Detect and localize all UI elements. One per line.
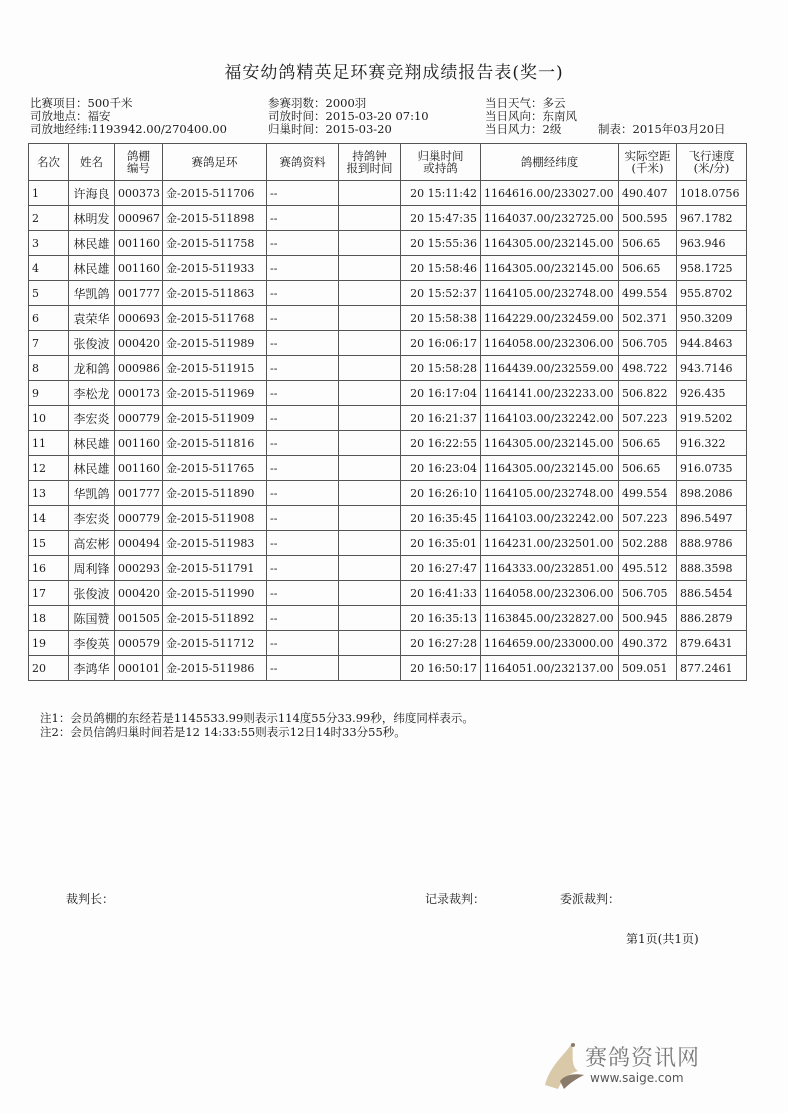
table-row	[29, 306, 747, 331]
cell-distance: 499.554	[619, 281, 677, 306]
cell-ring: 金-2015-511933	[163, 256, 267, 281]
table-row	[29, 656, 747, 681]
results-table	[28, 143, 747, 681]
cell-ring: 金-2015-511915	[163, 356, 267, 381]
cell-loft-coords: 1164058.00/232306.00	[481, 581, 619, 606]
cell-name: 李俊英	[69, 631, 115, 656]
cell-rank: 6	[29, 306, 69, 331]
table-row	[29, 181, 747, 206]
cell-speed: 898.2086	[677, 481, 747, 506]
cell-clock-time	[339, 631, 401, 656]
cell-clock-time	[339, 381, 401, 406]
cell-rank: 3	[29, 231, 69, 256]
cell-pigeon-info: --	[267, 456, 339, 481]
cell-rank: 7	[29, 331, 69, 356]
cell-return-time: 20 16:22:55	[401, 431, 481, 456]
cell-loft-coords: 1164305.00/232145.00	[481, 231, 619, 256]
cell-clock-time	[339, 456, 401, 481]
cell-loft-id: 000373	[115, 181, 163, 206]
cell-ring: 金-2015-511863	[163, 281, 267, 306]
cell-pigeon-info: --	[267, 431, 339, 456]
cell-rank: 18	[29, 606, 69, 631]
cell-rank: 17	[29, 581, 69, 606]
cell-loft-coords: 1164058.00/232306.00	[481, 331, 619, 356]
cell-return-time: 20 15:52:37	[401, 281, 481, 306]
cell-loft-id: 001777	[115, 281, 163, 306]
note-2: 注2：会员信鸽归巢时间若是12 14:33:55则表示12日14时33分55秒。	[40, 725, 406, 739]
cell-loft-coords: 1164105.00/232748.00	[481, 281, 619, 306]
cell-name: 林民雄	[69, 431, 115, 456]
cell-distance: 498.722	[619, 356, 677, 381]
table-header-row	[29, 144, 747, 181]
cell-distance: 507.223	[619, 406, 677, 431]
cell-return-time: 20 16:50:17	[401, 656, 481, 681]
cell-loft-id: 000420	[115, 331, 163, 356]
cell-distance: 507.223	[619, 506, 677, 531]
cell-pigeon-info: --	[267, 506, 339, 531]
cell-rank: 16	[29, 556, 69, 581]
cell-loft-id: 001505	[115, 606, 163, 631]
info-wind-force: 当日风力：2级	[485, 122, 562, 136]
info-release-time: 司放时间：2015-03-20 07:10	[268, 109, 429, 123]
table-row	[29, 506, 747, 531]
cell-ring: 金-2015-511712	[163, 631, 267, 656]
info-race-item: 比赛项目：500千米	[30, 96, 133, 110]
cell-distance: 495.512	[619, 556, 677, 581]
recorder-signature-label: 记录裁判：	[425, 892, 486, 906]
cell-clock-time	[339, 256, 401, 281]
cell-distance: 490.407	[619, 181, 677, 206]
table-row	[29, 356, 747, 381]
info-entries: 参赛羽数：2000羽	[268, 96, 367, 110]
cell-loft-id: 000779	[115, 406, 163, 431]
table-row	[29, 231, 747, 256]
cell-name: 张俊波	[69, 581, 115, 606]
header-name: 姓名	[69, 144, 115, 181]
cell-clock-time	[339, 231, 401, 256]
cell-name: 高宏彬	[69, 531, 115, 556]
cell-pigeon-info: --	[267, 556, 339, 581]
cell-clock-time	[339, 581, 401, 606]
watermark-brand: 赛鸽资讯网	[585, 1046, 701, 1071]
table-row	[29, 331, 747, 356]
referee-signature-label: 裁判长：	[66, 892, 115, 906]
cell-loft-id: 000579	[115, 631, 163, 656]
cell-loft-id: 000779	[115, 506, 163, 531]
cell-speed: 955.8702	[677, 281, 747, 306]
cell-distance: 506.65	[619, 231, 677, 256]
info-wind-direction: 当日风向：东南风	[485, 109, 577, 123]
cell-return-time: 20 16:27:28	[401, 631, 481, 656]
cell-loft-coords: 1164141.00/232233.00	[481, 381, 619, 406]
cell-return-time: 20 15:58:38	[401, 306, 481, 331]
cell-clock-time	[339, 181, 401, 206]
cell-return-time: 20 15:58:28	[401, 356, 481, 381]
table-row	[29, 381, 747, 406]
cell-clock-time	[339, 506, 401, 531]
delegate-signature-label: 委派裁判：	[560, 892, 621, 906]
info-return-date: 归巢时间：2015-03-20	[268, 122, 392, 136]
table-row	[29, 431, 747, 456]
cell-rank: 14	[29, 506, 69, 531]
cell-rank: 2	[29, 206, 69, 231]
cell-rank: 9	[29, 381, 69, 406]
cell-return-time: 20 15:47:35	[401, 206, 481, 231]
cell-loft-coords: 1164305.00/232145.00	[481, 431, 619, 456]
cell-return-time: 20 16:23:04	[401, 456, 481, 481]
cell-name: 华凯鸽	[69, 281, 115, 306]
cell-speed: 886.5454	[677, 581, 747, 606]
report-title: 福安幼鸽精英足环赛竞翔成绩报告表(奖一)	[224, 63, 564, 83]
table-row	[29, 456, 747, 481]
cell-pigeon-info: --	[267, 631, 339, 656]
table-row	[29, 631, 747, 656]
cell-speed: 916.0735	[677, 456, 747, 481]
cell-loft-coords: 1163845.00/232827.00	[481, 606, 619, 631]
header-return-time: 归巢时间 或持鸽	[401, 144, 481, 181]
cell-return-time: 20 15:58:46	[401, 256, 481, 281]
cell-loft-id: 000101	[115, 656, 163, 681]
cell-return-time: 20 15:11:42	[401, 181, 481, 206]
cell-loft-coords: 1164229.00/232459.00	[481, 306, 619, 331]
cell-speed: 886.2879	[677, 606, 747, 631]
cell-loft-id: 001160	[115, 431, 163, 456]
cell-rank: 8	[29, 356, 69, 381]
cell-loft-coords: 1164231.00/232501.00	[481, 531, 619, 556]
cell-rank: 11	[29, 431, 69, 456]
cell-pigeon-info: --	[267, 231, 339, 256]
cell-loft-id: 000173	[115, 381, 163, 406]
cell-return-time: 20 15:55:36	[401, 231, 481, 256]
cell-distance: 506.65	[619, 256, 677, 281]
cell-pigeon-info: --	[267, 381, 339, 406]
table-row	[29, 606, 747, 631]
cell-ring: 金-2015-511758	[163, 231, 267, 256]
cell-distance: 500.945	[619, 606, 677, 631]
cell-loft-coords: 1164439.00/232559.00	[481, 356, 619, 381]
cell-ring: 金-2015-511768	[163, 306, 267, 331]
cell-name: 华凯鸽	[69, 481, 115, 506]
cell-ring: 金-2015-511986	[163, 656, 267, 681]
cell-pigeon-info: --	[267, 581, 339, 606]
cell-pigeon-info: --	[267, 281, 339, 306]
cell-speed: 1018.0756	[677, 181, 747, 206]
cell-distance: 502.371	[619, 306, 677, 331]
info-column-2	[268, 97, 429, 136]
cell-speed: 916.322	[677, 431, 747, 456]
cell-ring: 金-2015-511909	[163, 406, 267, 431]
table-row	[29, 406, 747, 431]
header-clock-time: 持鸽钟 报到时间	[339, 144, 401, 181]
cell-speed: 879.6431	[677, 631, 747, 656]
info-release-coords: 司放地经纬:1193942.00/270400.00	[30, 122, 227, 136]
cell-pigeon-info: --	[267, 256, 339, 281]
cell-name: 李松龙	[69, 381, 115, 406]
cell-return-time: 20 16:21:37	[401, 406, 481, 431]
table-row	[29, 556, 747, 581]
cell-distance: 490.372	[619, 631, 677, 656]
cell-clock-time	[339, 331, 401, 356]
cell-ring: 金-2015-511898	[163, 206, 267, 231]
cell-ring: 金-2015-511990	[163, 581, 267, 606]
cell-name: 张俊波	[69, 331, 115, 356]
cell-rank: 4	[29, 256, 69, 281]
cell-distance: 506.705	[619, 331, 677, 356]
cell-ring: 金-2015-511816	[163, 431, 267, 456]
cell-loft-id: 000494	[115, 531, 163, 556]
cell-loft-coords: 1164333.00/232851.00	[481, 556, 619, 581]
cell-rank: 10	[29, 406, 69, 431]
cell-speed: 877.2461	[677, 656, 747, 681]
notes	[40, 711, 474, 739]
cell-ring: 金-2015-511983	[163, 531, 267, 556]
table-row	[29, 281, 747, 306]
cell-loft-coords: 1164037.00/232725.00	[481, 206, 619, 231]
cell-distance: 502.288	[619, 531, 677, 556]
cell-ring: 金-2015-511706	[163, 181, 267, 206]
cell-clock-time	[339, 406, 401, 431]
cell-ring: 金-2015-511892	[163, 606, 267, 631]
header-loft-coords: 鸽棚经纬度	[481, 144, 619, 181]
cell-name: 林民雄	[69, 256, 115, 281]
cell-speed: 896.5497	[677, 506, 747, 531]
cell-loft-id: 000693	[115, 306, 163, 331]
cell-rank: 5	[29, 281, 69, 306]
cell-clock-time	[339, 281, 401, 306]
cell-name: 林民雄	[69, 231, 115, 256]
cell-speed: 926.435	[677, 381, 747, 406]
table-row	[29, 581, 747, 606]
cell-loft-coords: 1164305.00/232145.00	[481, 456, 619, 481]
cell-return-time: 20 16:35:01	[401, 531, 481, 556]
cell-speed: 944.8463	[677, 331, 747, 356]
cell-distance: 499.554	[619, 481, 677, 506]
cell-loft-coords: 1164105.00/232748.00	[481, 481, 619, 506]
cell-speed: 963.946	[677, 231, 747, 256]
cell-distance: 506.65	[619, 431, 677, 456]
cell-distance: 509.051	[619, 656, 677, 681]
cell-loft-id: 001160	[115, 456, 163, 481]
cell-speed: 943.7146	[677, 356, 747, 381]
cell-name: 陈国赞	[69, 606, 115, 631]
cell-speed: 888.3598	[677, 556, 747, 581]
cell-rank: 1	[29, 181, 69, 206]
cell-clock-time	[339, 656, 401, 681]
cell-name: 林明发	[69, 206, 115, 231]
cell-rank: 13	[29, 481, 69, 506]
cell-ring: 金-2015-511989	[163, 331, 267, 356]
cell-loft-id: 001160	[115, 256, 163, 281]
info-release-place: 司放地点：福安	[30, 109, 111, 123]
cell-pigeon-info: --	[267, 406, 339, 431]
cell-pigeon-info: --	[267, 206, 339, 231]
cell-speed: 888.9786	[677, 531, 747, 556]
table-row	[29, 481, 747, 506]
cell-name: 李宏炎	[69, 506, 115, 531]
cell-loft-id: 000986	[115, 356, 163, 381]
cell-name: 龙和鸽	[69, 356, 115, 381]
cell-ring: 金-2015-511908	[163, 506, 267, 531]
cell-distance: 500.595	[619, 206, 677, 231]
header-ring: 赛鸽足环	[163, 144, 267, 181]
header-pigeon-info: 赛鸽资料	[267, 144, 339, 181]
cell-loft-coords: 1164616.00/233027.00	[481, 181, 619, 206]
cell-clock-time	[339, 481, 401, 506]
cell-ring: 金-2015-511765	[163, 456, 267, 481]
cell-return-time: 20 16:06:17	[401, 331, 481, 356]
cell-name: 林民雄	[69, 456, 115, 481]
cell-name: 周利锋	[69, 556, 115, 581]
cell-name: 袁荣华	[69, 306, 115, 331]
info-weather: 当日天气：多云	[485, 96, 566, 110]
cell-pigeon-info: --	[267, 331, 339, 356]
header-speed: 飞行速度 (米/分)	[677, 144, 747, 181]
cell-speed: 950.3209	[677, 306, 747, 331]
watermark-url: www.saige.com	[590, 1071, 684, 1085]
info-column-3	[485, 97, 577, 136]
cell-speed: 919.5202	[677, 406, 747, 431]
cell-pigeon-info: --	[267, 181, 339, 206]
cell-distance: 506.822	[619, 381, 677, 406]
cell-ring: 金-2015-511791	[163, 556, 267, 581]
cell-loft-coords: 1164305.00/232145.00	[481, 256, 619, 281]
pigeon-logo-icon	[540, 1035, 590, 1093]
cell-loft-coords: 1164051.00/232137.00	[481, 656, 619, 681]
cell-pigeon-info: --	[267, 306, 339, 331]
cell-return-time: 20 16:17:04	[401, 381, 481, 406]
header-loft-id: 鸽棚 编号	[115, 144, 163, 181]
header-rank: 名次	[29, 144, 69, 181]
cell-clock-time	[339, 556, 401, 581]
cell-ring: 金-2015-511890	[163, 481, 267, 506]
page-indicator: 第1页(共1页)	[626, 932, 699, 946]
cell-return-time: 20 16:27:47	[401, 556, 481, 581]
cell-pigeon-info: --	[267, 481, 339, 506]
cell-return-time: 20 16:35:13	[401, 606, 481, 631]
table-row	[29, 256, 747, 281]
cell-ring: 金-2015-511969	[163, 381, 267, 406]
cell-clock-time	[339, 206, 401, 231]
cell-loft-id: 000420	[115, 581, 163, 606]
cell-rank: 19	[29, 631, 69, 656]
cell-clock-time	[339, 306, 401, 331]
cell-clock-time	[339, 431, 401, 456]
cell-loft-coords: 1164103.00/232242.00	[481, 406, 619, 431]
cell-loft-id: 000967	[115, 206, 163, 231]
cell-distance: 506.705	[619, 581, 677, 606]
cell-clock-time	[339, 356, 401, 381]
cell-loft-coords: 1164103.00/232242.00	[481, 506, 619, 531]
header-distance: 实际空距 (千米)	[619, 144, 677, 181]
cell-name: 李鸿华	[69, 656, 115, 681]
table-row	[29, 531, 747, 556]
cell-loft-id: 000293	[115, 556, 163, 581]
cell-pigeon-info: --	[267, 606, 339, 631]
cell-pigeon-info: --	[267, 531, 339, 556]
cell-rank: 12	[29, 456, 69, 481]
cell-loft-id: 001160	[115, 231, 163, 256]
cell-clock-time	[339, 531, 401, 556]
watermark	[540, 1035, 760, 1095]
cell-return-time: 20 16:41:33	[401, 581, 481, 606]
table-row	[29, 206, 747, 231]
cell-return-time: 20 16:35:45	[401, 506, 481, 531]
cell-rank: 15	[29, 531, 69, 556]
cell-loft-coords: 1164659.00/233000.00	[481, 631, 619, 656]
info-made-date: 制表：2015年03月20日	[598, 122, 726, 136]
note-1: 注1：会员鸽棚的东经若是1145533.99则表示114度55分33.99秒，纬度同样表示。	[40, 711, 474, 725]
cell-return-time: 20 16:26:10	[401, 481, 481, 506]
cell-speed: 967.1782	[677, 206, 747, 231]
cell-speed: 958.1725	[677, 256, 747, 281]
info-column-1	[30, 97, 227, 136]
cell-rank: 20	[29, 656, 69, 681]
cell-loft-id: 001777	[115, 481, 163, 506]
cell-pigeon-info: --	[267, 656, 339, 681]
cell-name: 许海良	[69, 181, 115, 206]
cell-distance: 506.65	[619, 456, 677, 481]
cell-pigeon-info: --	[267, 356, 339, 381]
cell-name: 李宏炎	[69, 406, 115, 431]
cell-clock-time	[339, 606, 401, 631]
